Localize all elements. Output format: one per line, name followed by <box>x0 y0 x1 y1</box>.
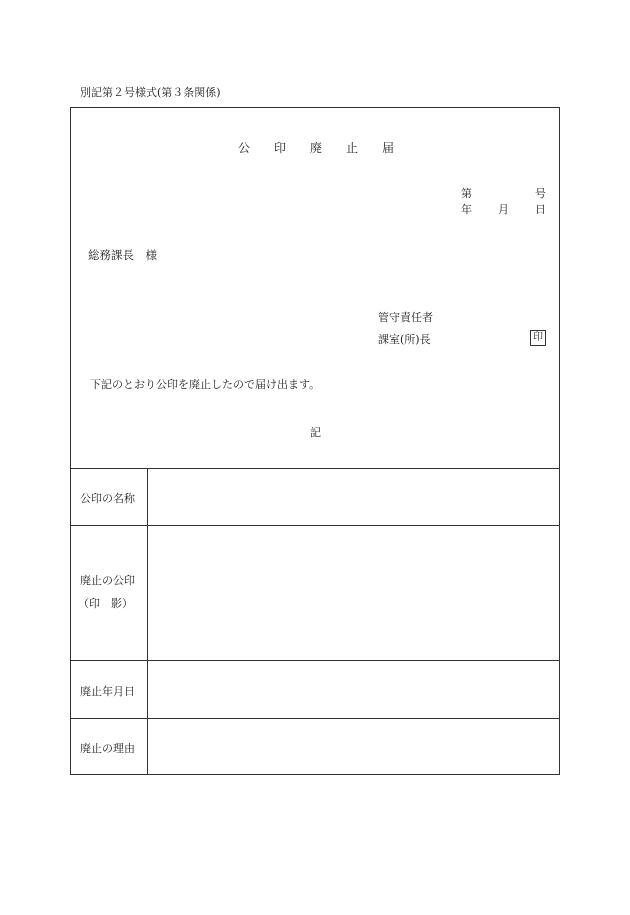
value-cell-impression[interactable] <box>148 526 559 660</box>
value-cell-reason[interactable] <box>148 719 559 774</box>
value-cell-date[interactable] <box>148 661 559 718</box>
seal-box: 印 <box>530 330 546 346</box>
row-label-reason: 廃止の理由 <box>80 742 135 755</box>
row-label-date: 廃止年月日 <box>80 685 135 698</box>
title-char: 止 <box>346 141 359 155</box>
value-cell-name[interactable] <box>148 469 559 525</box>
title-char: 印 <box>274 141 287 155</box>
number-suffix: 号 <box>535 187 546 200</box>
title-char: 廃 <box>310 141 323 155</box>
applicant-title: 課室(所)長 <box>378 333 431 346</box>
number-prefix: 第 <box>461 187 472 200</box>
date-day: 日 <box>535 203 546 216</box>
applicant-role: 管守責任者 <box>378 311 433 324</box>
addressee: 総務課長 様 <box>88 248 157 262</box>
ki-label: 記 <box>310 426 321 439</box>
date-month: 月 <box>498 203 509 216</box>
title-char: 届 <box>382 141 395 155</box>
row-label-impression: 廃止の公印 <box>80 574 135 587</box>
header-note: 別記第２号様式(第３条関係) <box>80 86 221 99</box>
date-year: 年 <box>461 203 472 216</box>
row-label-impression-sub: （印 影） <box>78 597 133 610</box>
statement: 下記のとおり公印を廃止したので届け出ます。 <box>90 378 321 391</box>
title-char: 公 <box>238 141 251 155</box>
row-label-name: 公印の名称 <box>80 492 135 505</box>
